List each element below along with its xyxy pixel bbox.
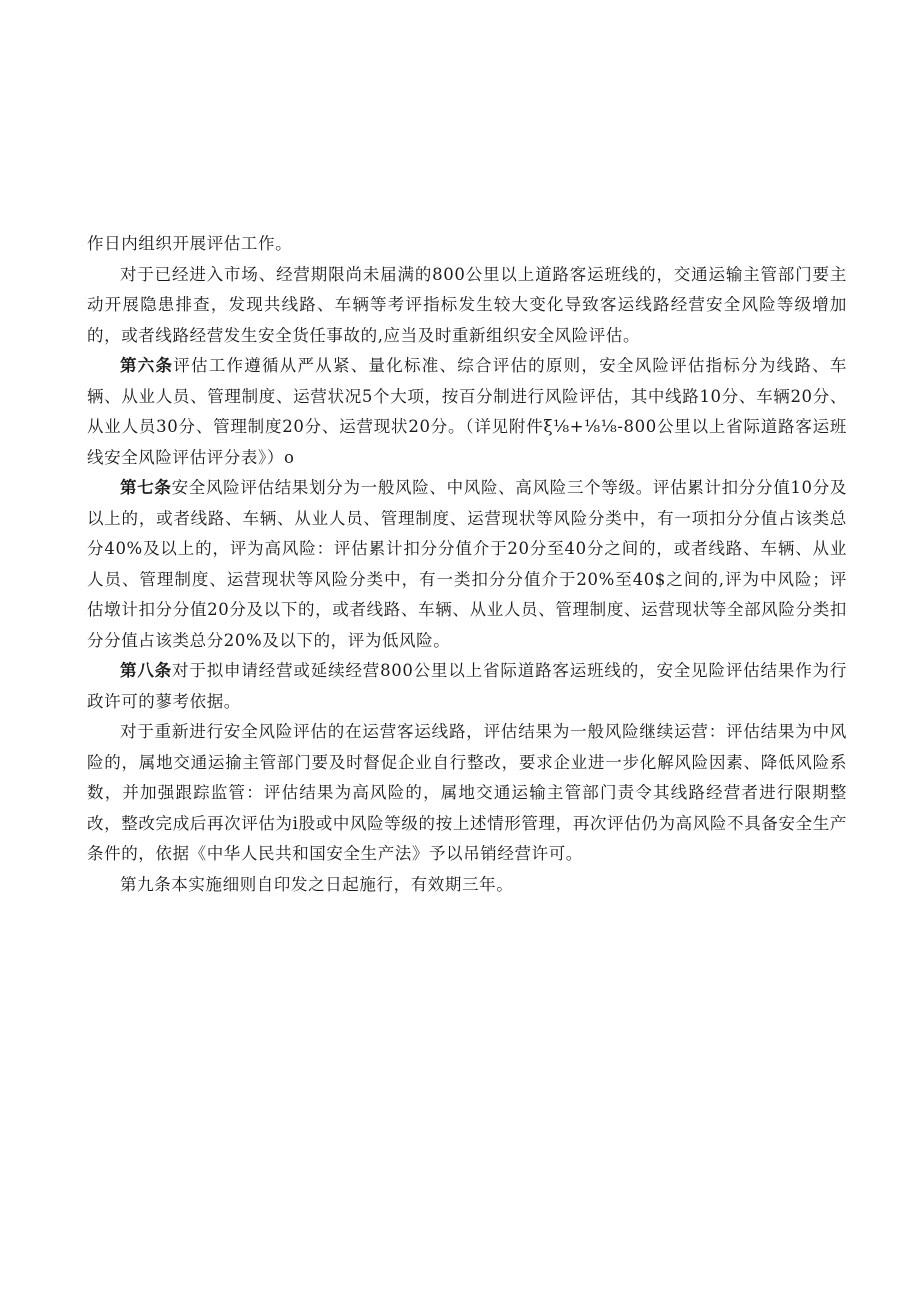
article-number: 第七条 bbox=[120, 478, 172, 497]
paragraph-reassessment bbox=[87, 717, 847, 870]
article-8 bbox=[87, 656, 847, 717]
article-number: 第六条 bbox=[120, 356, 174, 375]
paragraph-text: 对于拟申请经营或延续经营800公里以上省际道路客运班线的，安全见险评估结果作为行政许可的蓼考依据。 bbox=[87, 661, 847, 711]
article-9 bbox=[87, 870, 847, 901]
paragraph-text: 第九条本实施细则自印发之日起施行，有效期三年。 bbox=[120, 874, 514, 894]
document-body bbox=[87, 229, 847, 900]
article-7 bbox=[87, 473, 847, 656]
paragraph-text: 评估工作遵循从严从紧、量化标准、综合评估的原则，安全风险评估指标分为线路、车辆、从业人员、管理制度、运营状况5个大项，按百分制进行风险评估，其中线路10分、车辆20分、从业人员30分、管理制度20分、运营现状20分。（详见附件ξ⅛+⅛⅛-800公里以上省际道路客运班线安全风险评估评分表》）o bbox=[87, 356, 847, 467]
article-number: 第八条 bbox=[120, 661, 173, 680]
article-6 bbox=[87, 351, 847, 473]
paragraph-text: 安全风险评估结果划分为一般风险、中风险、高风险三个等级。评估累计扣分分值10分及以上的，或者线路、车辆、从业人员、管理制度、运营现状等风险分类中，有一项扣分分值占该类总分40%及以上的，评为高风险：评估累计扣分分值介于20分至40分之间的，或者线路、车辆、从业人员、管理制度、运营现状等风险分类中，有一类扣分分值介于20%至40$之间的,评为中风险；评估墩计扣分分值20分及以下的，或者线路、车辆、从业人员、管理制度、运营现状等全部风险分类扣分分值占该类总分20%及以下的，评为低风险。 bbox=[87, 478, 847, 650]
paragraph-text: 作日内组织开展评估工作。 bbox=[87, 234, 293, 253]
paragraph-text: 对于重新进行安全风险评估的在运营客运线路，评估结果为一般风险继续运营：评估结果为中风险的，属地交通运揄主管部门要及时督促企业自行整改，要求企业进一步化解风险因素、降低风险系数，并加强跟踪监管：评估结果为高风险的，属地交通运输主管部门责令其线路经营者进行限期整改，整改完成后再次评估为i股或中风险等级的按上述情形管理，再次评估仍为高风险不具备安全生产条件的，依据《中华人民共和国安全生产法》予以吊销经营许可。 bbox=[87, 722, 847, 863]
paragraph-existing-lines bbox=[87, 260, 847, 352]
paragraph-text: 对于已经进入市场、经营期限尚未届满的800公里以上道路客运班线的，交通运输主管部门要主动开展隐患排查，发现共线路、车辆等考评指标发生较大变化导致客运线路经营安全风险等级增加的，或者线路经营发生安全货任事故的,应当及时重新组织安全风险评估。 bbox=[87, 264, 847, 345]
paragraph-continuation bbox=[87, 229, 847, 260]
